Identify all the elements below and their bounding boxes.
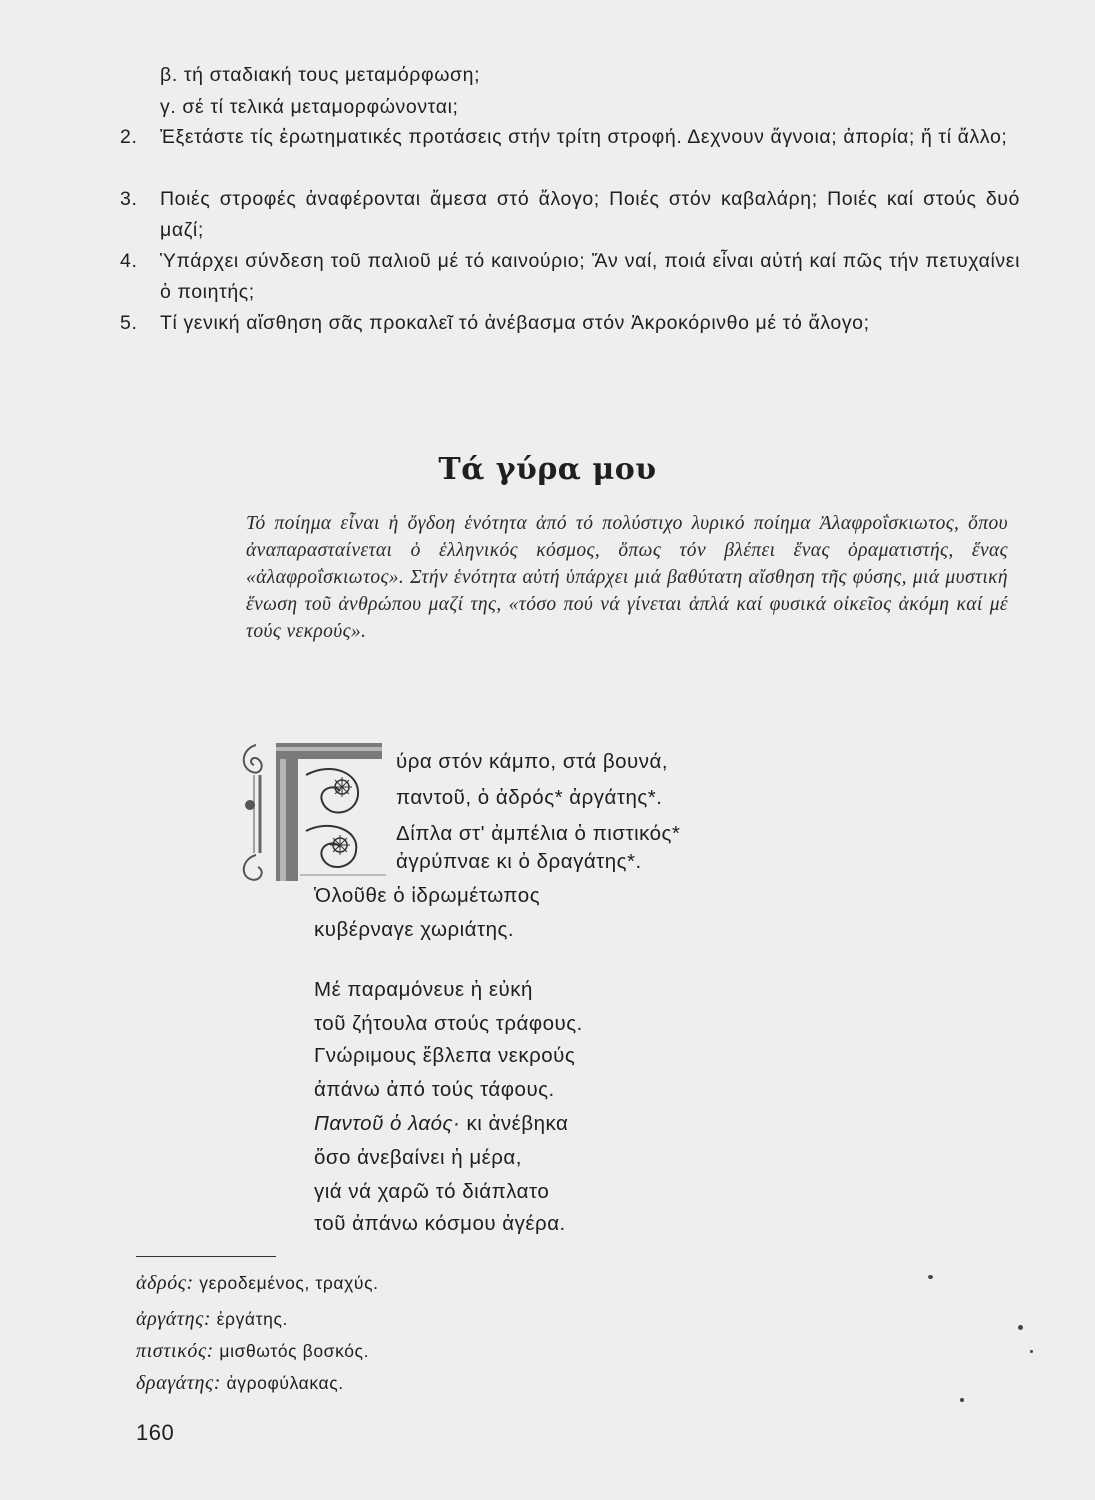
question-number: 5. [120,312,138,334]
scan-speck [928,1275,933,1279]
poem-line: τοῦ ἀπάνω κόσμου ἀγέρα. [314,1212,566,1235]
footnote-term: ἀδρός: [136,1272,194,1294]
ornamental-initial [236,735,388,885]
poem-line-rest: κι ἀνέβηκα [466,1112,569,1135]
footnote-definition: μισθωτός βοσκός. [219,1341,370,1361]
footnote [136,1272,379,1295]
scan-speck [960,1398,964,1402]
poem-line: Μέ παραμόνευε ἡ εὐκή [314,978,533,1001]
poem-intro: Τό ποίημα εἶναι ἡ ὄγδοη ἑνότητα ἀπό τό πολύστιχο λυρικό ποίημα Ἀλαφροΐσκιωτος, ὅπου ἀναπαρασταίνεται ὁ ἑλληνικός κόσμος, ὅπως τόν βλέπει ἕνας ὁραματιστής, ἕνας «ἀλαφροΐσκιωτος». Στήν ἑνότητα αὐτή ὑπάρχει μιά βαθύτατη αἴσθηση τῆς φύσης, μιά μυστική ἕνωση τοῦ ἀνθρώπου μαζί της, «τόσο πού νά γίνεται ἁπλά καί φυσικά οἰκεῖος ἀκόμη καί μέ τούς νεκρούς». [246,513,1008,642]
poem-line: ὅσο ἀνεβαίνει ἡ μέρα, [314,1146,522,1169]
scan-speck [1030,1350,1033,1353]
poem-line: κυβέρναγε χωριάτης. [314,918,515,941]
poem-line: Γνώριμους ἔβλεπα νεκρούς [314,1044,576,1067]
footnote [136,1308,288,1331]
question-number: 4. [120,250,138,272]
question-subitem-c: γ. σέ τί τελικά μεταμορφώνονται; [160,96,459,118]
footnote-definition: ἐργάτης. [216,1309,288,1329]
question-text: Ποιές στροφές ἀναφέρονται ἄμεσα στό ἄλογο; Ποιές στόν καβαλάρη; Ποιές καί στούς δυό μαζί; [160,188,1020,241]
poem-line: τοῦ ζήτουλα στούς τράφους. [314,1012,583,1035]
page-number: 160 [136,1420,175,1445]
footnote-term: δραγάτης: [136,1372,222,1394]
poem-title: Τά γύρα μου [438,452,657,487]
scan-speck [1018,1325,1023,1330]
footnote [136,1372,344,1395]
question-subitem-b: β. τή σταδιακή τους μεταμόρφωση; [160,64,481,86]
question-5 [120,308,1020,339]
question-text: Ἐξετάστε τίς ἐρωτηματικές προτάσεις στήν τρίτη στροφή. Δεχνουν ἄγνοια; ἀπορία; ἤ τί ἄλλο; [160,126,1008,148]
question-number: 2. [120,126,138,148]
footnote-term: πιστικός: [136,1340,214,1362]
question-text: Ὑπάρχει σύνδεση τοῦ παλιοῦ μέ τό καινούριο; Ἄν ναί, ποιά εἶναι αὐτή καί πῶς τήν πετυχαίνει ὁ ποιητής; [160,250,1020,303]
poem-line: γιά νά χαρῶ τό διάπλατο [314,1180,550,1203]
footnote-separator [136,1256,276,1257]
footnote-term: ἀργάτης: [136,1308,212,1330]
poem-line: Δίπλα στ' ἀμπέλια ὁ πιστικός* [396,822,681,845]
poem-line: παντοῦ, ὁ ἀδρός* ἀργάτης*. [396,786,663,809]
question-2 [120,122,1020,153]
question-4 [120,246,1020,308]
poem-line: Ὁλοῦθε ὁ ἱδρωμέτωπος [314,884,541,907]
footnote-definition: ἀγροφύλακας. [226,1373,344,1393]
poem-line [314,1112,568,1136]
question-number: 3. [120,188,138,210]
poem-italic-phrase: Παντοῦ ὁ λαός· [314,1112,461,1135]
poem-line: ύρα στόν κάμπο, στά βουνά, [396,750,669,773]
poem-line: ἀγρύπναε κι ὁ δραγάτης*. [396,850,642,873]
poem-line: ἀπάνω ἀπό τούς τάφους. [314,1078,555,1101]
footnote [136,1340,369,1363]
question-3 [120,184,1020,246]
question-text: Τί γενική αἴσθηση σᾶς προκαλεῖ τό ἀνέβασμα στόν Ἀκροκόρινθο μέ τό ἄλογο; [160,312,870,334]
footnote-definition: γεροδεμένος, τραχύς. [199,1273,379,1293]
